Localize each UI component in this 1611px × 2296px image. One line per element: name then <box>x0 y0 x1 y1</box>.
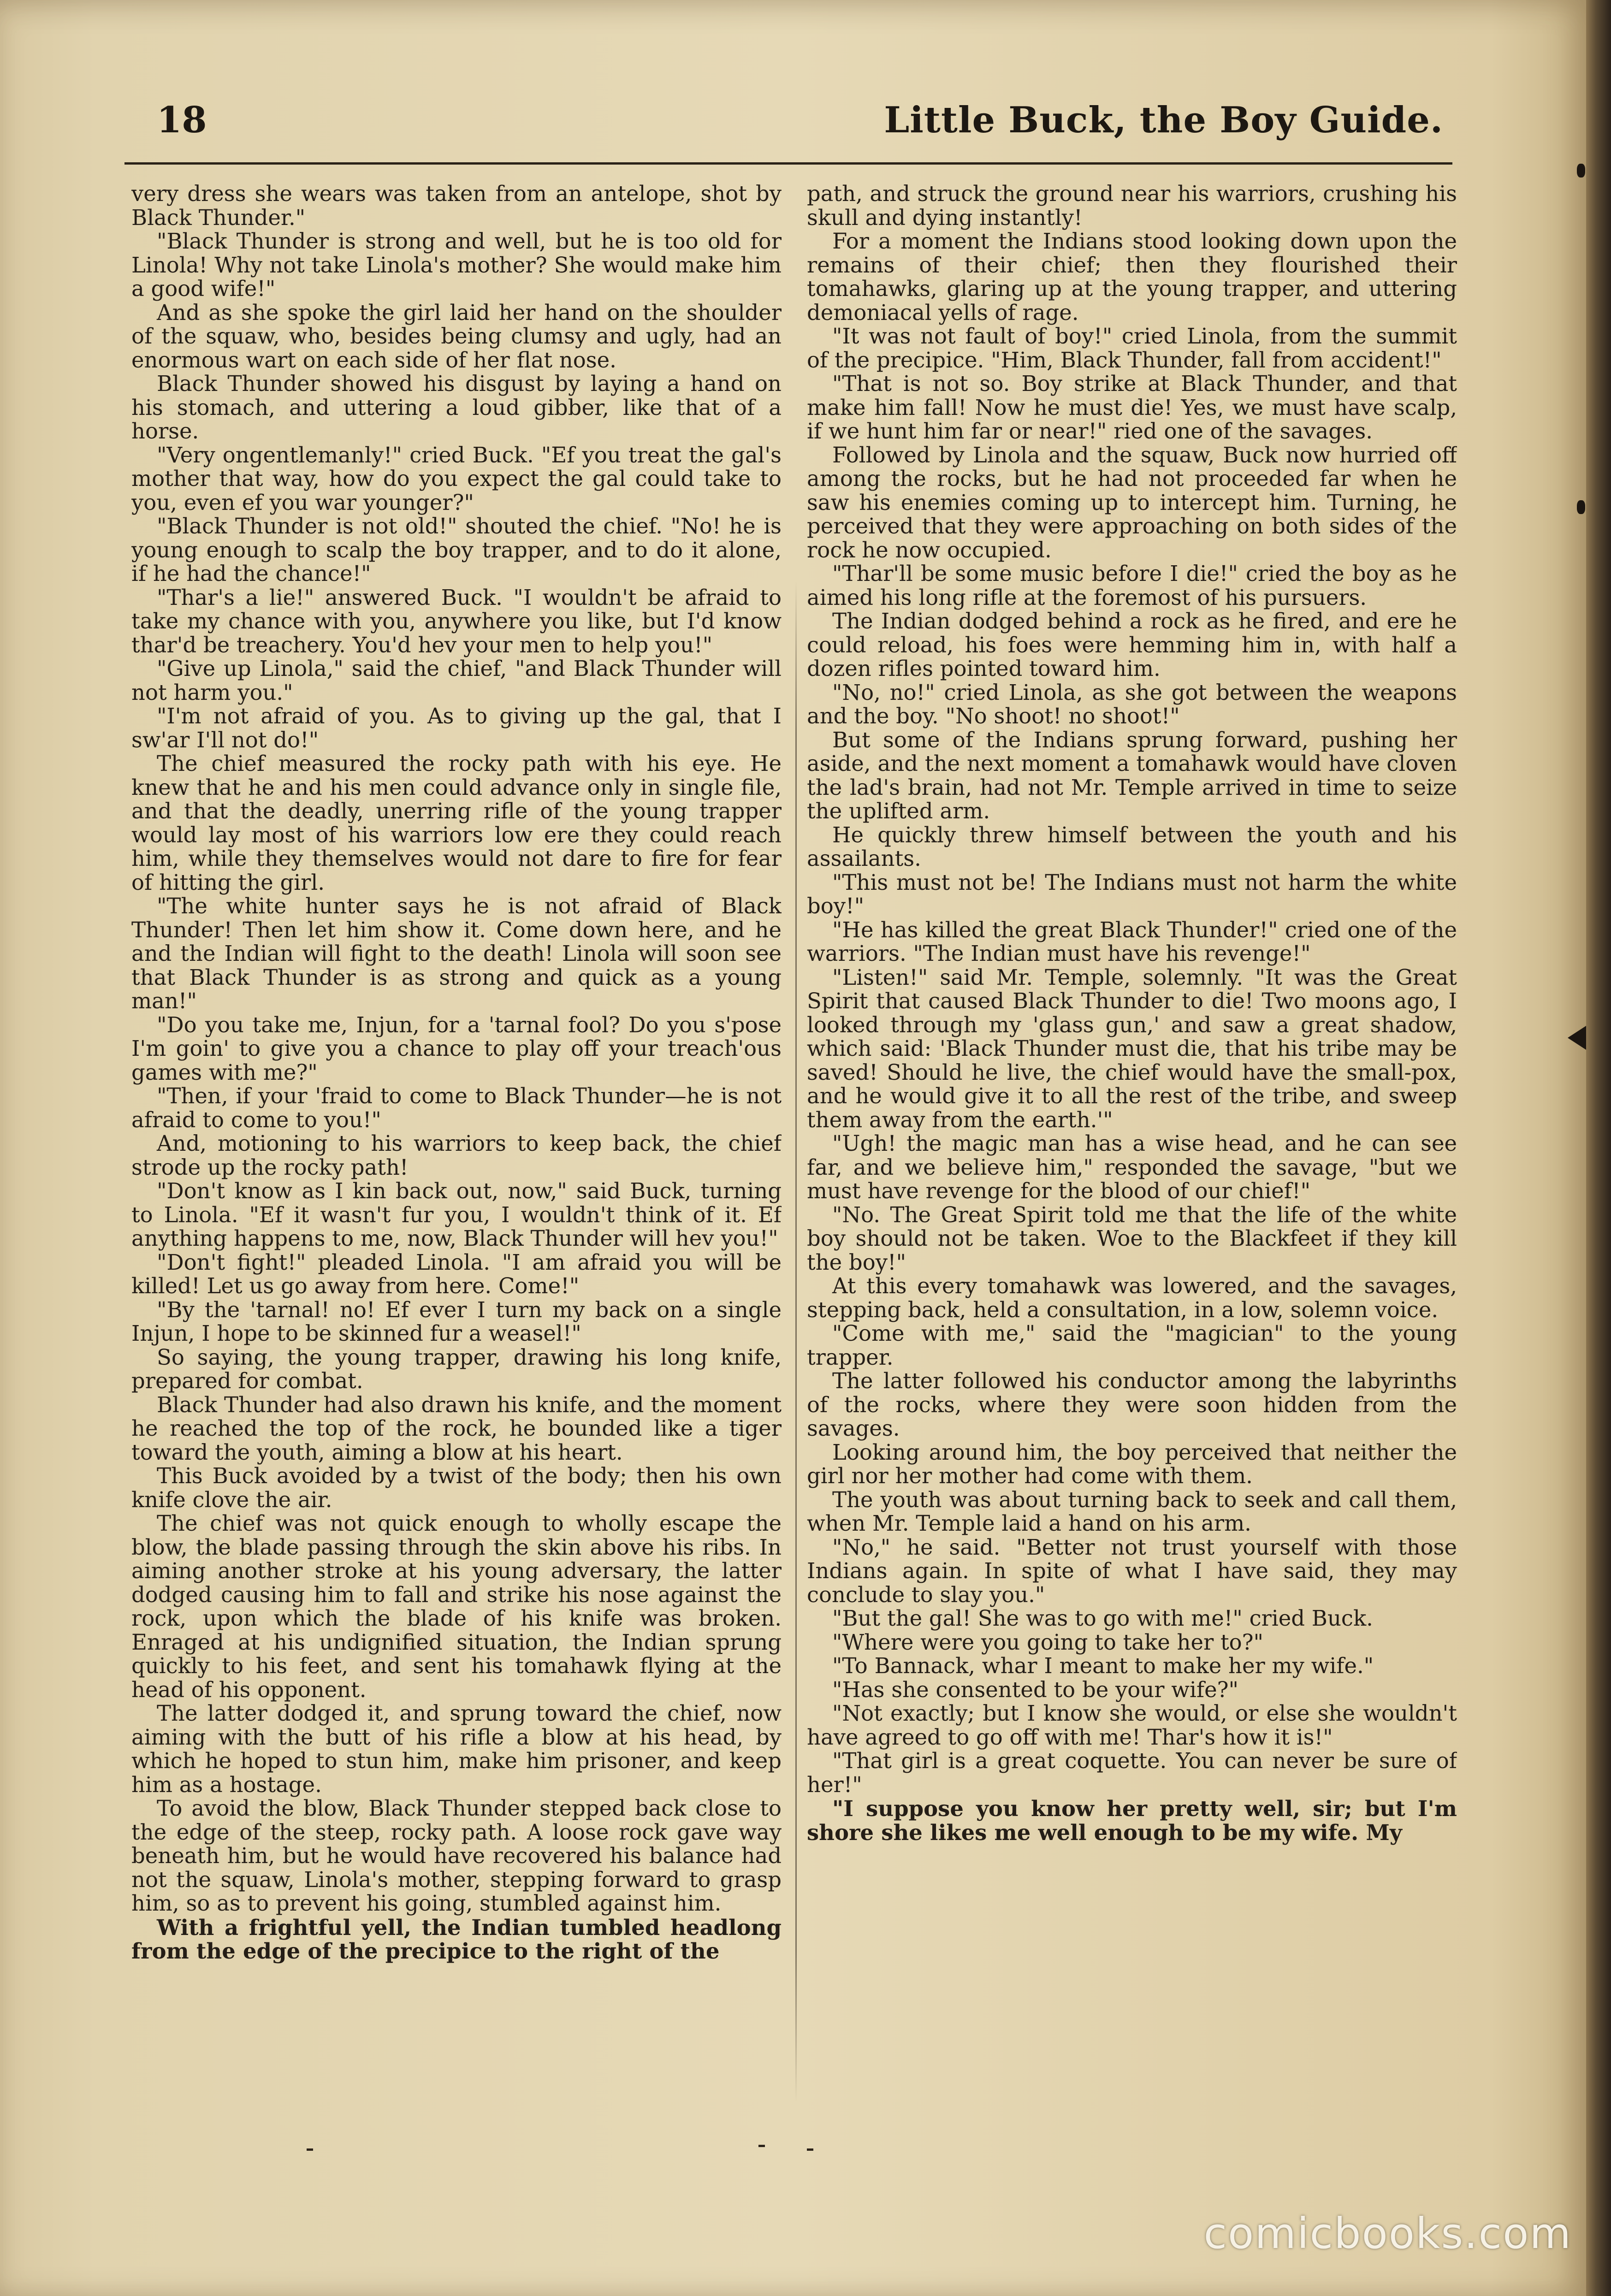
paragraph: Black Thunder had also drawn his knife, and the moment he reached the top of the rock, he bounded like a tiger toward the youth, aiming a blow at his heart. <box>131 1392 782 1465</box>
binding-staple-mark <box>1577 164 1585 178</box>
paragraph: For a moment the Indians stood looking down upon the remains of their chief; then they flourished their tomahawks, glaring up at the young trapper, and uttering demoniacal yells of rage. <box>807 229 1457 325</box>
paragraph: "Thar'll be some music before I die!" cried the boy as he aimed his long rifle at the foremost of his pursuers. <box>807 561 1457 610</box>
paragraph: "Listen!" said Mr. Temple, solemnly. "It was the Great Spirit that caused Black Thunder to die! Two moons ago, I looked through my 'glass gun,' and saw a great shadow, which said: 'Black Thunder must die, that his tribe may be saved! Should he live, the chief would have the small-pox, and he would give it to all the rest of the tribe, and sweep them away from the earth.'" <box>807 965 1457 1132</box>
page-number: 18 <box>157 99 207 141</box>
paragraph: "This must not be! The Indians must not harm the white boy!" <box>807 870 1457 918</box>
binding-arrow-mark <box>1568 1026 1586 1050</box>
paragraph: "It was not fault of boy!" cried Linola, from the summit of the precipice. "Him, Black Thunder, fall from accident!" <box>807 324 1457 373</box>
paragraph: "I suppose you know her pretty well, sir; but I'm shore she likes me well enough to be my wife. My <box>807 1796 1457 1845</box>
paragraph: But some of the Indians sprung forward, pushing her aside, and the next moment a tomahawk would have cloven the lad's brain, had not Mr. Temple arrived in time to seize the uplifted arm. <box>807 727 1457 823</box>
left-column <box>131 182 782 2091</box>
paragraph: The chief measured the rocky path with his eye. He knew that he and his men could advance only in single file, and that the deadly, unerring rifle of the young trapper would lay most of his warriors low ere they could reach him, while they themselves would not dare to fire for fear of hitting the girl. <box>131 751 782 895</box>
paragraph: "That is not so. Boy strike at Black Thunder, and that make him fall! Now he must die! Yes, we must have scalp, if we hunt him far or near!" ried one of the savages. <box>807 371 1457 444</box>
paragraph: "Ugh! the magic man has a wise head, and he can see far, and we believe him," responded the savage, "but we must have revenge for the blood of our chief!" <box>807 1131 1457 1203</box>
paragraph: With a frightful yell, the Indian tumbled headlong from the edge of the precipice to the right of the <box>131 1914 782 1964</box>
footer-mark <box>807 2148 813 2151</box>
paragraph: The chief was not quick enough to wholly escape the blow, the blade passing through the skin above his ribs. In aiming another stroke at his young adversary, the latter dodged causing him to fall and strike his nose against the rock, upon which the blade of his knife was broken. Enraged at his undignified situation, the Indian sprung quickly to his feet, and sent his tomahawk flying at the head of his opponent. <box>131 1511 782 1702</box>
paragraph: The latter dodged it, and sprung toward the chief, now aiming with the butt of his rifle a blow at his head, by which he hoped to stun him, make him prisoner, and keep him as a hostage. <box>131 1701 782 1797</box>
footer-mark <box>307 2148 313 2151</box>
paragraph: He quickly threw himself between the youth and his assailants. <box>807 822 1457 871</box>
paragraph: At this every tomahawk was lowered, and the savages, stepping back, held a consultation, in a low, solemn voice. <box>807 1273 1457 1322</box>
paragraph: "Very ongentlemanly!" cried Buck. "Ef you treat the gal's mother that way, how do you expect the gal could take to you, even ef you war younger?" <box>131 442 782 515</box>
paragraph: To avoid the blow, Black Thunder stepped back close to the edge of the steep, rocky path. A loose rock gave way beneath him, but he would have recovered his balance had not the squaw, Linola's mother, stepping forward to grasp him, so as to prevent his going, stumbled against him. <box>131 1796 782 1916</box>
paragraph: The Indian dodged behind a rock as he fired, and ere he could reload, his foes were hemming him in, with half a dozen rifles pointed toward him. <box>807 609 1457 681</box>
header-rule <box>124 162 1452 165</box>
binding-staple-mark <box>1577 500 1585 514</box>
page-edge-shadow <box>1586 0 1611 2296</box>
right-column <box>807 182 1457 2091</box>
paragraph: So saying, the young trapper, drawing his long knife, prepared for combat. <box>131 1344 782 1393</box>
watermark: comicbooks.com <box>1203 2209 1572 2258</box>
paragraph: "Black Thunder is strong and well, but he is too old for Linola! Why not take Linola's mother? She would make him a good wife!" <box>131 229 782 301</box>
paragraph: "Come with me," said the "magician" to the young trapper. <box>807 1321 1457 1370</box>
paragraph: "No," he said. "Better not trust yourself with those Indians again. In spite of what I have said, they may conclude to slay you." <box>807 1534 1457 1607</box>
paragraph: Black Thunder showed his disgust by laying a hand on his stomach, and uttering a loud gibber, like that of a horse. <box>131 371 782 444</box>
paragraph: "Do you take me, Injun, for a 'tarnal fool? Do you s'pose I'm goin' to give you a chance to play off your treach'ous games with me?" <box>131 1012 782 1085</box>
paragraph: "Has she consented to be your wife?" <box>832 1677 1238 1702</box>
running-title: Little Buck, the Boy Guide. <box>884 99 1443 141</box>
page-header <box>157 99 1443 154</box>
paragraph: "Black Thunder is not old!" shouted the chief. "No! he is young enough to scalp the boy trapper, and to do it alone, if he had the chance!" <box>131 514 782 586</box>
paragraph: "Then, if your 'fraid to come to Black Thunder—he is not afraid to come to you!" <box>131 1083 782 1132</box>
paragraph: The youth was about turning back to seek and call them, when Mr. Temple laid a hand on his arm. <box>807 1487 1457 1536</box>
paragraph: "Not exactly; but I know she would, or else she wouldn't have agreed to go off with me! Thar's how it is!" <box>807 1701 1457 1750</box>
paragraph: "Thar's a lie!" answered Buck. "I wouldn't be afraid to take my chance with you, anywhere you like, but I'd know thar'd be treachery. You'd hev your men to help you!" <box>131 585 782 657</box>
paragraph: "No, no!" cried Linola, as she got between the weapons and the boy. "No shoot! no shoot!" <box>807 680 1457 728</box>
paragraph: "He has killed the great Black Thunder!" cried one of the warriors. "The Indian must have his revenge!" <box>807 917 1457 966</box>
paragraph: Looking around him, the boy perceived that neither the girl nor her mother had come with them. <box>807 1439 1457 1488</box>
paragraph: The latter followed his conductor among the labyrinths of the rocks, where they were soon hidden from the savages. <box>807 1368 1457 1441</box>
paragraph: very dress she wears was taken from an antelope, shot by Black Thunder." <box>131 182 782 230</box>
paragraph: "Don't fight!" pleaded Linola. "I am afraid you will be killed! Let us go away from here. Come!" <box>131 1249 782 1298</box>
paragraph: "I'm not afraid of you. As to giving up the gal, that I sw'ar I'll not do!" <box>131 704 782 752</box>
paragraph: "To Bannack, whar I meant to make her my wife." <box>832 1653 1374 1678</box>
paragraph: This Buck avoided by a twist of the body; then his own knife clove the air. <box>131 1463 782 1512</box>
paragraph: "Where were you going to take her to?" <box>832 1629 1263 1655</box>
paragraph: And, motioning to his warriors to keep back, the chief strode up the rocky path! <box>131 1131 782 1180</box>
footer-mark <box>758 2145 765 2147</box>
column-divider <box>795 581 797 2102</box>
paragraph: "Don't know as I kin back out, now," said Buck, turning to Linola. "Ef it wasn't fur you, I wouldn't think of it. Ef anything happens to me, now, Black Thunder will hev you!" <box>131 1178 782 1251</box>
paragraph: And as she spoke the girl laid her hand on the shoulder of the squaw, who, besides being clumsy and ugly, had an enormous wart on each side of her flat nose. <box>131 300 782 373</box>
paragraph: "The white hunter says he is not afraid of Black Thunder! Then let him show it. Come down here, and he and the Indian will fight to the death! Linola will soon see that Black Thunder is as strong and quick as a young man!" <box>131 894 782 1013</box>
paragraph: path, and struck the ground near his warriors, crushing his skull and dying instantly! <box>807 182 1457 230</box>
paragraph: Followed by Linola and the squaw, Buck now hurried off among the rocks, but he had not proceeded far when he saw his enemies coming up to intercept him. Turning, he perceived that they were approaching on both sides of the rock he now occupied. <box>807 442 1457 562</box>
paragraph: "That girl is a great coquette. You can never be sure of her!" <box>807 1748 1457 1797</box>
paragraph: "Give up Linola," said the chief, "and Black Thunder will not harm you." <box>131 656 782 705</box>
paragraph: "No. The Great Spirit told me that the life of the white boy should not be taken. Woe to the Blackfeet if they kill the boy!" <box>807 1202 1457 1275</box>
paragraph: "But the gal! She was to go with me!" cried Buck. <box>832 1606 1373 1631</box>
paragraph: "By the 'tarnal! no! Ef ever I turn my back on a single Injun, I hope to be skinned fur a weasel!" <box>131 1297 782 1346</box>
